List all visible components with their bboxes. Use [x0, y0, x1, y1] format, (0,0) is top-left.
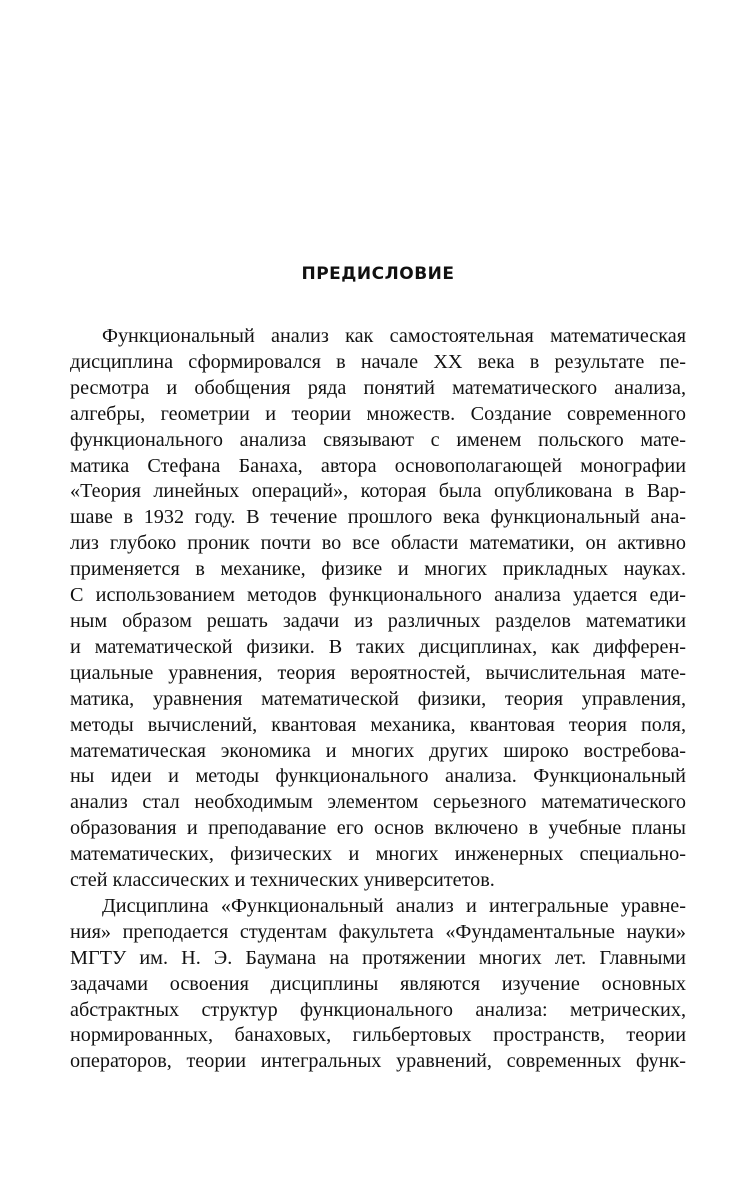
text-line: функционального анализа связывают с именем польского мате-	[70, 428, 686, 451]
text-line: циальные уравнения, теория вероятностей, вычислительная мате-	[70, 661, 686, 684]
preface-body	[70, 324, 686, 1075]
text-line: методы вычислений, квантовая механика, квантовая теория поля,	[70, 713, 686, 736]
text-line: стей классических и технических университетов.	[70, 869, 495, 892]
text-line: абстрактных структур функционального анализа: метрических,	[70, 998, 686, 1021]
paragraph-2	[70, 894, 686, 1075]
page-title: ПРЕДИСЛОВИЕ	[301, 264, 455, 284]
text-line: и математической физики. В таких дисциплинах, как дифферен-	[70, 635, 686, 658]
paragraph-1	[70, 324, 686, 894]
text-line: шаве в 1932 году. В течение прошлого века функциональный ана-	[70, 506, 686, 529]
text-line: анализ стал необходимым элементом серьезного математического	[70, 791, 686, 814]
text-line: «Теория линейных операций», которая была опубликована в Вар-	[70, 480, 686, 503]
text-line: Функциональный анализ как самостоятельная математическая	[102, 325, 686, 347]
text-line: дисциплина сформировался в начале XX века в результате пе-	[70, 350, 686, 373]
text-line: МГТУ им. Н. Э. Баумана на протяжении многих лет. Главными	[70, 946, 686, 969]
text-line: лиз глубоко проник почти во все области математики, он активно	[70, 532, 686, 555]
text-line: ным образом решать задачи из различных разделов математики	[70, 609, 686, 632]
text-line: матика Стефана Банаха, автора основополагающей монографии	[70, 454, 686, 477]
text-line: ресмотра и обобщения ряда понятий математического анализа,	[70, 376, 686, 399]
text-line: применяется в механике, физике и многих прикладных науках.	[70, 558, 686, 581]
text-line: задачами освоения дисциплины являются изучение основных	[70, 972, 686, 995]
text-line: математическая экономика и многих других широко востребова-	[70, 739, 686, 762]
text-line: нормированных, банаховых, гильбертовых пространств, теории	[70, 1024, 686, 1047]
text-line: математических, физических и многих инженерных специально-	[70, 843, 686, 866]
text-line: С использованием методов функционального анализа удается еди-	[70, 584, 686, 607]
text-line: образования и преподавание его основ включено в учебные планы	[70, 817, 686, 840]
text-line: алгебры, геометрии и теории множеств. Создание современного	[70, 402, 686, 425]
text-line: операторов, теории интегральных уравнений, современных функ-	[70, 1050, 686, 1073]
text-line: ны идеи и методы функционального анализа. Функциональный	[70, 765, 686, 788]
text-line: Дисциплина «Функциональный анализ и интегральные уравне-	[102, 894, 686, 917]
text-line: ния» преподается студентам факультета «Фундаментальные науки»	[70, 920, 686, 943]
text-line: матика, уравнения математической физики, теория управления,	[70, 687, 686, 710]
